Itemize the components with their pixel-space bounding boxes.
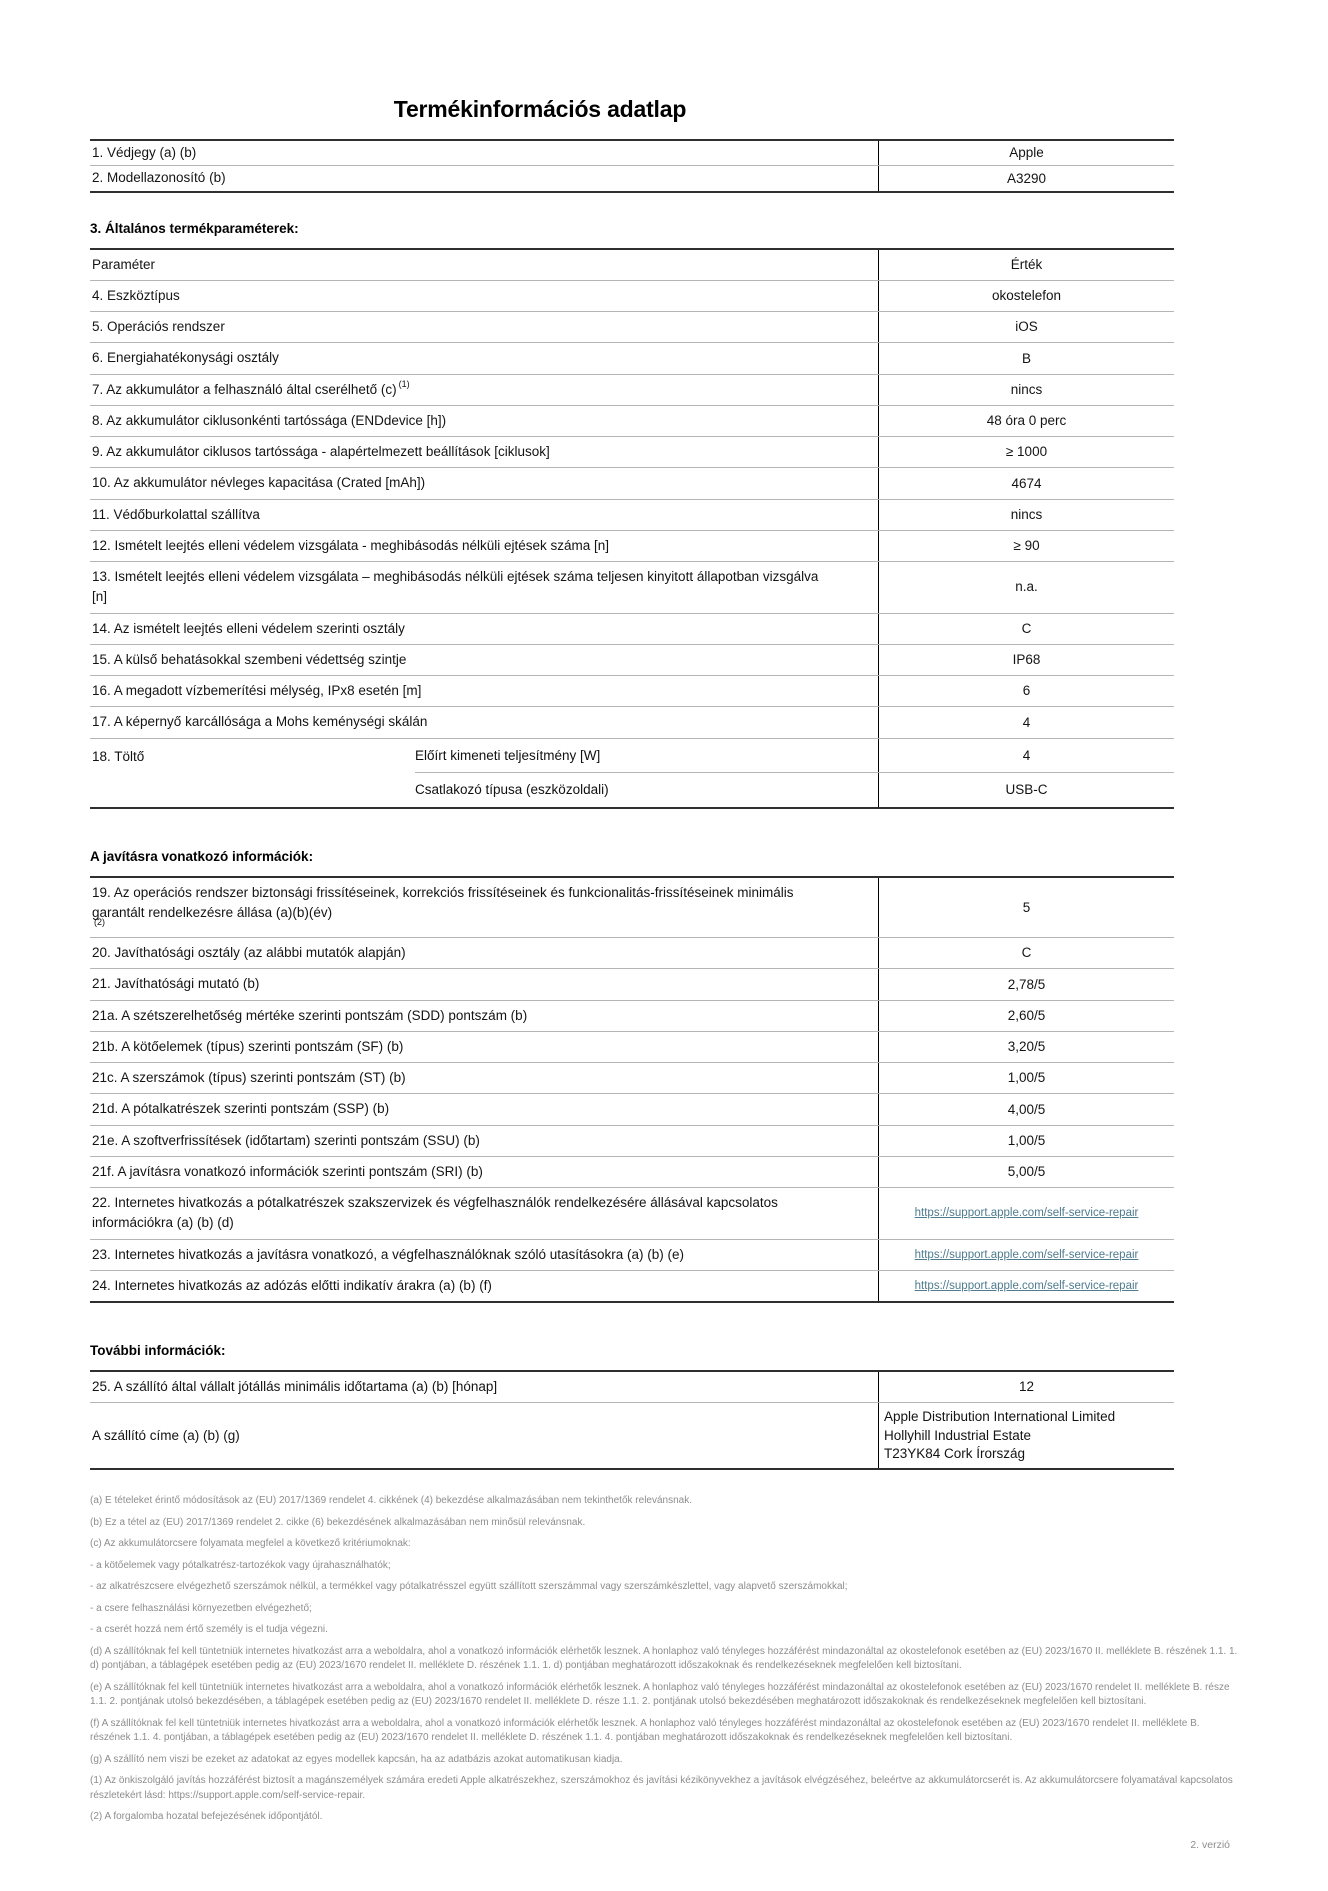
param-value: nincs xyxy=(878,500,1174,530)
version-label: 2. verzió xyxy=(1190,1838,1230,1851)
self-service-repair-link[interactable]: https://support.apple.com/self-service-repair xyxy=(914,1248,1139,1261)
param-label: 21b. A kötőelemek (típus) szerinti pontszám (SF) (b) xyxy=(92,1038,404,1054)
param-label: 25. A szállító által vállalt jótállás minimális időtartama (a) (b) [hónap] xyxy=(92,1379,498,1395)
param-value: A3290 xyxy=(878,166,1174,190)
param-value: ≥ 90 xyxy=(878,531,1174,561)
additional-information-table xyxy=(90,1370,1174,1470)
footnote: (2) A forgalomba hozatal befejezésének időpontjától. xyxy=(90,1811,323,1823)
param-label: Előírt kimeneti teljesítmény [W] xyxy=(415,747,601,763)
section-heading-additional: További információk: xyxy=(90,1343,226,1359)
param-label: 21. Javíthatósági mutató (b) xyxy=(92,976,260,992)
param-label: Csatlakozó típusa (eszközoldali) xyxy=(415,782,609,798)
footnote-superscript: (1) xyxy=(398,379,410,390)
footnote: (d) A szállítóknak fel kell tüntetniük internetes hivatkozást arra a weboldalra, ahol a vonatkozó információk elérhetők lesznek. A honlaphoz való tényleges hozzáférést mindazonáltal az okostelefonok esetében az (EU) 2023/1670 II. melléklete B. részének 1.1. 1. d) pontjában, a táblagépek esetében pedig az (EU) 2023/1670 rendelet II. melléklete D. részének 1.1. 1. d) pontjában meghatározott időszakoknak és rendelkezéseknek megfelelően kell biztosítani. xyxy=(90,1645,1238,1672)
supplier-address-line: Hollyhill Industrial Estate xyxy=(884,1427,1032,1443)
table-row xyxy=(90,166,1174,190)
table-row xyxy=(90,707,1174,738)
param-label: 21a. A szétszerelhetőség mértéke szerinti pontszám (SDD) pontszám (b) xyxy=(92,1007,528,1023)
footnote: - a csere felhasználási környezetben elvégezhető; xyxy=(90,1602,312,1614)
table-row xyxy=(90,281,1174,312)
param-label: 7. Az akkumulátor a felhasználó által cserélhető (c) (1) xyxy=(92,379,410,397)
param-value: 4674 xyxy=(878,468,1174,498)
param-label: 21c. A szerszámok (típus) szerinti pontszám (ST) (b) xyxy=(92,1070,406,1086)
table-row xyxy=(90,645,1174,676)
param-label: 16. A megadott vízbemerítési mélység, IPx8 esetén [m] xyxy=(92,683,422,698)
param-label: 15. A külső behatásokkal szembeni védettség szintje xyxy=(92,651,407,667)
table-row xyxy=(90,562,1174,614)
supplier-address-row xyxy=(90,1403,1174,1468)
repair-information-table xyxy=(90,876,1174,1304)
param-label: 1. Védjegy (a) (b) xyxy=(92,145,197,160)
footnote: (f) A szállítóknak fel kell tüntetniük internetes hivatkozást arra a weboldalra, ahol a vonatkozó információk elérhetők lesznek. A honlaphoz való tényleges hozzáférést mindazonáltal az okostelefonok esetében az (EU) 2023/1670 rendelet II. melléklete B. részének 1.1. 4. pontjában, a táblagépek esetében pedig az (EU) 2023/1670 rendelet II. melléklete D. részének 1.1. 4. pontjában meghatározott időszakoknak és rendelkezéseknek megfelelően kell biztosítani. xyxy=(90,1717,1200,1744)
column-header-parameter: Paraméter xyxy=(92,256,156,272)
param-label: 21e. A szoftverfrissítések (időtartam) szerinti pontszám (SSU) (b) xyxy=(92,1132,480,1148)
param-value: ≥ 1000 xyxy=(878,437,1174,467)
page-title: Termékinformációs adatlap xyxy=(393,96,687,122)
footnote: - a kötőelemek vagy pótalkatrész-tartozékok vagy újrahasználhatók; xyxy=(90,1559,391,1571)
self-service-repair-link[interactable]: https://support.apple.com/self-service-repair xyxy=(914,1207,1139,1220)
footnote: - az alkatrészcsere elvégezhető szerszámok nélkül, a termékkel vagy pótalkatrésszel együtt szállított szerszámmal vagy szerszámkészlettel, vagy alapvető szerszámokkal; xyxy=(90,1581,848,1593)
table-row xyxy=(90,938,1174,969)
table-row xyxy=(90,878,1174,939)
table-row xyxy=(90,141,1174,166)
table-row xyxy=(90,1001,1174,1032)
param-label: 21d. A pótalkatrészek szerinti pontszám (SSP) (b) xyxy=(92,1101,390,1117)
charger-sub-table xyxy=(415,739,1174,807)
param-label: 22. Internetes hivatkozás a pótalkatrészek szakszervizek és végfelhasználók rendelkezésére állásával kapcsolatos információkra (a) (b) (d) xyxy=(92,1195,778,1231)
param-label: A szállító címe (a) (b) (g) xyxy=(92,1427,240,1443)
param-label: 24. Internetes hivatkozás az adózás előtti indikatív árakra (a) (b) (f) xyxy=(92,1277,492,1293)
param-label: 5. Operációs rendszer xyxy=(92,319,225,334)
param-value: C xyxy=(878,938,1174,968)
table-header-row xyxy=(90,250,1174,281)
param-value: B xyxy=(878,343,1174,373)
section-heading-general: 3. Általános termékparaméterek: xyxy=(90,220,299,236)
param-value: n.a. xyxy=(878,562,1174,613)
param-label: 19. Az operációs rendszer biztonsági frissítéseinek, korrekciós frissítéseinek és funkcionalitás-frissítéseinek minimális garantált rendelkezésre állása (a)(b)(év) (2) xyxy=(92,884,794,928)
footnote: (b) Ez a tétel az (EU) 2017/1369 rendelet 2. cikke (6) bekezdésének alkalmazásában nem minősül relevánsnak. xyxy=(90,1516,586,1528)
param-value: 1,00/5 xyxy=(878,1126,1174,1156)
footnote-superscript: (2) xyxy=(94,917,105,928)
param-value: C xyxy=(878,614,1174,644)
charger-row xyxy=(90,739,1174,807)
param-value: 6 xyxy=(878,676,1174,706)
supplier-address xyxy=(878,1403,1174,1468)
param-label: 2. Modellazonosító (b) xyxy=(92,170,226,186)
param-label: 21f. A javításra vonatkozó információk szerinti pontszám (SRI) (b) xyxy=(92,1163,483,1179)
param-label: 20. Javíthatósági osztály (az alábbi mutatók alapján) xyxy=(92,945,406,961)
section-heading-repair: A javításra vonatkozó információk: xyxy=(90,848,314,864)
param-value: 12 xyxy=(878,1372,1174,1402)
table-row xyxy=(90,1126,1174,1157)
param-value: 5 xyxy=(878,878,1174,938)
param-value: 2,60/5 xyxy=(878,1001,1174,1031)
self-service-repair-link[interactable]: https://support.apple.com/self-service-repair xyxy=(914,1279,1139,1292)
param-label: 4. Eszköztípus xyxy=(92,287,180,303)
param-label: 18. Töltő xyxy=(92,748,145,764)
footnote: (a) E tételeket érintő módosítások az (EU) 2017/1369 rendelet 4. cikkének (4) bekezdése alkalmazásában nem tekinthetők relevánsnak. xyxy=(90,1495,692,1507)
footnote: (g) A szállító nem viszi be ezeket az adatokat az egyes modellek kapcsán, ha az adatbázis azokat automatikusan kiadja. xyxy=(90,1753,623,1765)
param-label: 23. Internetes hivatkozás a javításra vonatkozó, a végfelhasználóknak szóló utasításokra (a) (b) (e) xyxy=(92,1246,685,1262)
param-label: 11. Védőburkolattal szállítva xyxy=(92,506,260,522)
param-label: 14. Az ismételt leejtés elleni védelem szerinti osztály xyxy=(92,620,405,636)
param-value: 3,20/5 xyxy=(878,1032,1174,1062)
table-row xyxy=(90,676,1174,707)
param-label: 6. Energiahatékonysági osztály xyxy=(92,350,279,366)
param-value xyxy=(878,1240,1174,1270)
footnote: (1) Az önkiszolgáló javítás hozzáférést biztosít a magánszemélyek számára eredeti Apple alkatrészekhez, szerszámokhoz és javítási kézikönyvekhez a javítások elvégzéséhez, beleértve az akkumulátorcserét is. Az akkumulátorcsere folyamatával kapcsolatos részletekért lásd: https://support.apple.com/self-service-repair. xyxy=(90,1775,1233,1801)
table-row xyxy=(90,1094,1174,1125)
supplier-address-line: T23YK84 Cork Írország xyxy=(884,1445,1026,1461)
param-label: 17. A képernyő karcállósága a Mohs keménységi skálán xyxy=(92,714,428,730)
table-row xyxy=(90,375,1174,406)
param-value: 2,78/5 xyxy=(878,969,1174,999)
table-row xyxy=(90,343,1174,374)
table-row xyxy=(90,1271,1174,1301)
table-row xyxy=(90,969,1174,1000)
param-value: nincs xyxy=(878,375,1174,405)
identification-table xyxy=(90,139,1174,193)
param-value xyxy=(878,1271,1174,1301)
footnote: - a cserét hozzá nem értő személy is el tudja végezni. xyxy=(90,1624,328,1636)
footnotes-block xyxy=(90,1494,1238,1825)
param-value xyxy=(878,1188,1174,1239)
table-row xyxy=(90,1240,1174,1271)
column-header-value: Érték xyxy=(878,250,1174,280)
param-value: 48 óra 0 perc xyxy=(878,406,1174,436)
table-row xyxy=(90,437,1174,468)
param-value: 5,00/5 xyxy=(878,1157,1174,1187)
param-value: iOS xyxy=(878,312,1174,342)
table-row xyxy=(90,312,1174,343)
table-row xyxy=(90,1188,1174,1240)
param-value: IP68 xyxy=(878,645,1174,675)
param-label: 10. Az akkumulátor névleges kapacitása (Crated [mAh]) xyxy=(92,475,426,491)
supplier-address-line: Apple Distribution International Limited xyxy=(884,1409,1116,1425)
table-row xyxy=(90,1157,1174,1188)
param-value: okostelefon xyxy=(878,281,1174,311)
param-value: Apple xyxy=(878,141,1174,165)
table-row xyxy=(90,531,1174,562)
table-row xyxy=(90,1063,1174,1094)
footnote: (e) A szállítóknak fel kell tüntetniük internetes hivatkozást arra a weboldalra, ahol a vonatkozó információk elérhetők lesznek. A honlaphoz való tényleges hozzáférést mindazonáltal az okostelefonok esetében az (EU) 2023/1670 rendelet II. melléklete B. része 1.1. 2. pontjának utolsó bekezdésében, a táblagépek esetében pedig az (EU) 2023/1670 rendelet II. melléklete D. része 1.1. 2. pontjának utolsó bekezdésében meghatározott időszakoknak és rendelkezéseknek megfelelően kell biztosítani. xyxy=(90,1681,1230,1708)
table-row xyxy=(90,1032,1174,1063)
table-row xyxy=(415,739,1174,774)
param-value: 4,00/5 xyxy=(878,1094,1174,1124)
table-row xyxy=(90,614,1174,645)
param-label: 9. Az akkumulátor ciklusos tartóssága - alapértelmezett beállítások [ciklusok] xyxy=(92,444,550,459)
table-row xyxy=(415,773,1174,807)
param-value: 1,00/5 xyxy=(878,1063,1174,1093)
table-row xyxy=(90,1372,1174,1403)
param-label: 12. Ismételt leejtés elleni védelem vizsgálata - meghibásodás nélküli ejtések száma [n] xyxy=(92,537,610,553)
table-row xyxy=(90,468,1174,499)
param-value: USB-C xyxy=(878,773,1174,807)
param-value: 4 xyxy=(878,707,1174,737)
table-row xyxy=(90,406,1174,437)
param-label: 13. Ismételt leejtés elleni védelem vizsgálata – meghibásodás nélküli ejtések száma teljesen kinyitott állapotban vizsgálva [n] xyxy=(92,569,819,605)
param-value: 4 xyxy=(878,739,1174,773)
table-row xyxy=(90,500,1174,531)
footnote: (c) Az akkumulátorcsere folyamata megfelel a következő kritériumoknak: xyxy=(90,1538,411,1550)
general-parameters-table xyxy=(90,248,1174,809)
param-label: 8. Az akkumulátor ciklusonkénti tartóssága (ENDdevice [h]) xyxy=(92,412,447,428)
